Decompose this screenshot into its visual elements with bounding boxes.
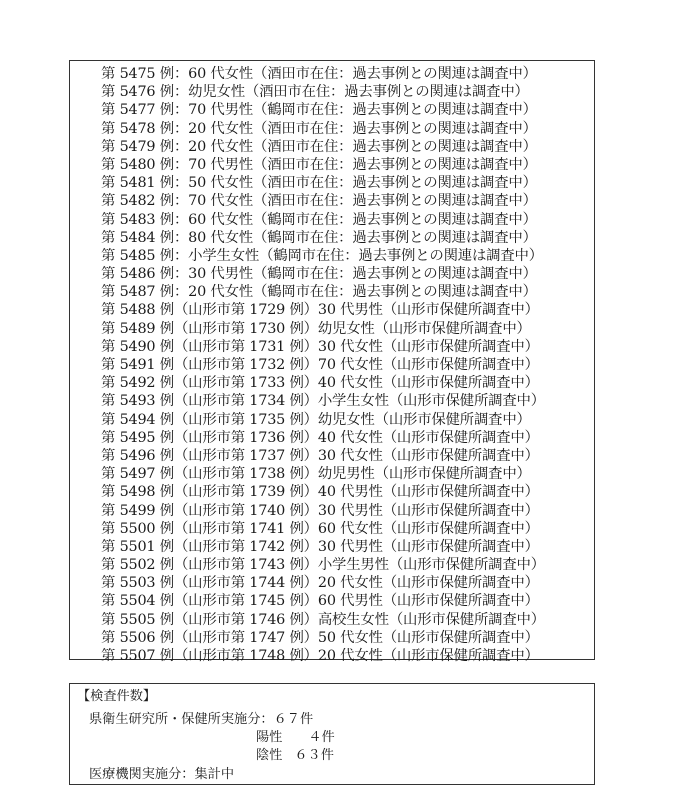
case-row: 第 5482 例：70 代女性（酒田市在住：過去事例との関連は調査中） [101,193,537,210]
case-row: 第 5480 例：70 代男性（酒田市在住：過去事例との関連は調査中） [101,156,537,173]
case-row: 第 5479 例：20 代女性（酒田市在住：過去事例との関連は調査中） [101,138,537,155]
medical-test-value: 集計中 [194,767,235,782]
positive-label: 陽性 [256,730,283,745]
lab-test-total: ６７件 [273,712,314,727]
lab-test-line [89,712,313,728]
case-row: 第 5493 例（山形市第 1734 例）小学生女性（山形市保健所調査中） [101,393,545,410]
case-row: 第 5498 例（山形市第 1739 例）40 代男性（山形市保健所調査中） [101,484,539,501]
case-row: 第 5494 例（山形市第 1735 例）幼児女性（山形市保健所調査中） [101,411,531,428]
case-row: 第 5483 例：60 代女性（鶴岡市在住：過去事例との関連は調査中） [101,211,537,228]
case-list-box [69,60,595,664]
test-count-box [69,683,595,785]
case-row: 第 5481 例：50 代女性（酒田市在住：過去事例との関連は調査中） [101,175,537,192]
case-row: 第 5478 例：20 代女性（酒田市在住：過去事例との関連は調査中） [101,120,537,137]
case-row: 第 5497 例（山形市第 1738 例）幼児男性（山形市保健所調査中） [101,466,531,483]
case-row: 第 5504 例（山形市第 1745 例）60 代男性（山形市保健所調査中） [101,593,539,610]
negative-line [256,748,334,764]
case-row: 第 5502 例（山形市第 1743 例）小学生男性（山形市保健所調査中） [101,557,545,574]
test-count-heading: 【検査件数】 [77,689,157,704]
case-row: 第 5501 例（山形市第 1742 例）30 代男性（山形市保健所調査中） [101,538,539,555]
case-row: 第 5496 例（山形市第 1737 例）30 代女性（山形市保健所調査中） [101,447,539,464]
medical-test-line [89,767,234,783]
case-row: 第 5490 例（山形市第 1731 例）30 代女性（山形市保健所調査中） [101,338,539,355]
case-row: 第 5487 例：20 代女性（鶴岡市在住：過去事例との関連は調査中） [101,284,537,301]
lab-test-label: 県衛生研究所・保健所実施分： [89,712,274,727]
medical-test-label: 医療機関実施分： [89,767,195,782]
case-row: 第 5476 例：幼児女性（酒田市在住：過去事例との関連は調査中） [101,84,529,101]
case-row: 第 5499 例（山形市第 1740 例）30 代男性（山形市保健所調査中） [101,502,539,519]
case-row: 第 5485 例：小学生女性（鶴岡市在住：過去事例との関連は調査中） [101,247,543,264]
case-row: 第 5477 例：70 代男性（鶴岡市在住：過去事例との関連は調査中） [101,102,537,119]
negative-count: ６３件 [294,748,334,763]
positive-line [256,730,335,746]
negative-label: 陰性 [256,748,283,763]
case-row: 第 5484 例：80 代女性（鶴岡市在住：過去事例との関連は調査中） [101,229,537,246]
case-list [101,65,592,665]
case-row: 第 5489 例（山形市第 1730 例）幼児女性（山形市保健所調査中） [101,320,531,337]
case-row: 第 5486 例：30 代男性（鶴岡市在住：過去事例との関連は調査中） [101,266,537,283]
positive-count: ４件 [308,730,335,745]
case-row: 第 5492 例（山形市第 1733 例）40 代女性（山形市保健所調査中） [101,375,539,392]
case-row: 第 5506 例（山形市第 1747 例）50 代女性（山形市保健所調査中） [101,629,539,646]
case-row: 第 5505 例（山形市第 1746 例）高校生女性（山形市保健所調査中） [101,611,545,628]
case-row: 第 5491 例（山形市第 1732 例）70 代女性（山形市保健所調査中） [101,357,539,373]
case-row: 第 5495 例（山形市第 1736 例）40 代女性（山形市保健所調査中） [101,429,539,446]
case-row: 第 5475 例：60 代女性（酒田市在住：過去事例との関連は調査中） [101,66,537,82]
case-row: 第 5500 例（山形市第 1741 例）60 代女性（山形市保健所調査中） [101,520,539,537]
case-row: 第 5503 例（山形市第 1744 例）20 代女性（山形市保健所調査中） [101,575,539,592]
case-row: 第 5488 例（山形市第 1729 例）30 代男性（山形市保健所調査中） [101,302,539,319]
case-row: 第 5507 例（山形市第 1748 例）20 代女性（山形市保健所調査中） [101,648,539,664]
